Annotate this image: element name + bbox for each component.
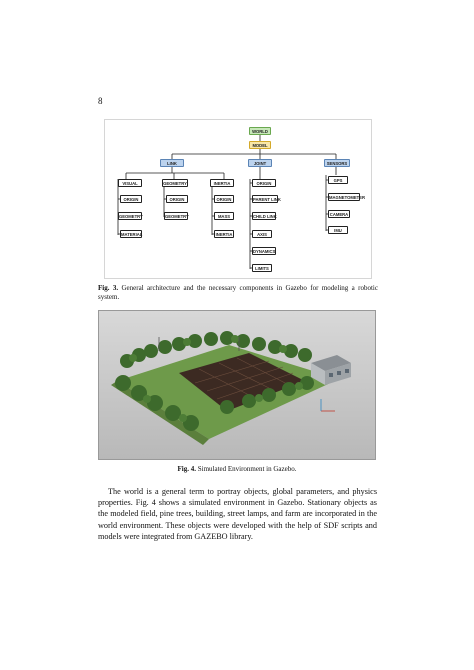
figure-4-caption-label: Fig. 4. — [177, 465, 196, 473]
figure-3-caption — [98, 284, 378, 302]
node-sensors-camera: CAMERA — [329, 212, 349, 217]
node-inertia-origin: ORIGIN — [214, 195, 234, 203]
node-joint-child-link: CHILD LINK — [253, 214, 277, 219]
node-inertia-inertia: INERTIA — [215, 232, 233, 237]
body-paragraph — [98, 486, 377, 542]
node-sensors-gps: GPS — [328, 176, 348, 184]
node-joint: JOINT — [248, 159, 272, 167]
node-geometry-geometry: GEOMETRY — [165, 214, 189, 219]
node-link: LINK — [160, 159, 184, 167]
node-link-origin: ORIGIN — [120, 195, 142, 203]
node-joint-axis: AXIS — [252, 230, 272, 238]
node-link-visual: VISUAL — [118, 179, 142, 187]
node-sensors: SENSORS — [324, 159, 350, 167]
node-world: WORLD — [249, 127, 271, 135]
node-joint-parent-link: PARENT LINK — [253, 197, 281, 202]
figure-3-caption-label: Fig. 3. — [98, 284, 119, 292]
gazebo-scene — [99, 311, 376, 460]
node-model: MODEL — [249, 141, 271, 149]
node-sensors-magnetometer: MAGNETOMETER — [329, 195, 365, 200]
page-number: 8 — [98, 96, 103, 106]
node-link-material: MATERIAL — [121, 232, 143, 237]
node-sensors-imu: IMU — [328, 226, 348, 234]
figure-3-diagram — [104, 119, 372, 279]
figure-4-image — [98, 310, 376, 460]
node-inertia: INERTIA — [210, 179, 234, 187]
node-joint-origin: ORIGIN — [252, 179, 276, 187]
figure-4-caption-text: Simulated Environment in Gazebo. — [197, 465, 297, 473]
node-geometry: GEOMETRY — [163, 181, 187, 186]
node-link-geometry: GEOMETRY — [119, 214, 143, 219]
node-joint-limits: LIMITS — [252, 264, 272, 272]
node-geometry-origin: ORIGIN — [166, 195, 188, 203]
body-paragraph-text: The world is a general term to portray objects, global parameters, and physics properties. Fig. 4 shows a simulated environment in Gazebo. Stationary objects as the modeled field, pine trees, building, street lamps, and farm are incorporated in the world environment. These objects were developed with the help of SDF scripts and models were integrated from GAZEBO library. — [98, 487, 377, 541]
figure-3-caption-text: General architecture and the necessary components in Gazebo for modeling a robotic system. — [98, 284, 378, 301]
figure-4-caption — [98, 465, 376, 473]
node-joint-dynamics: DYNAMICS — [253, 249, 276, 254]
node-inertia-mass: MASS — [214, 212, 234, 220]
